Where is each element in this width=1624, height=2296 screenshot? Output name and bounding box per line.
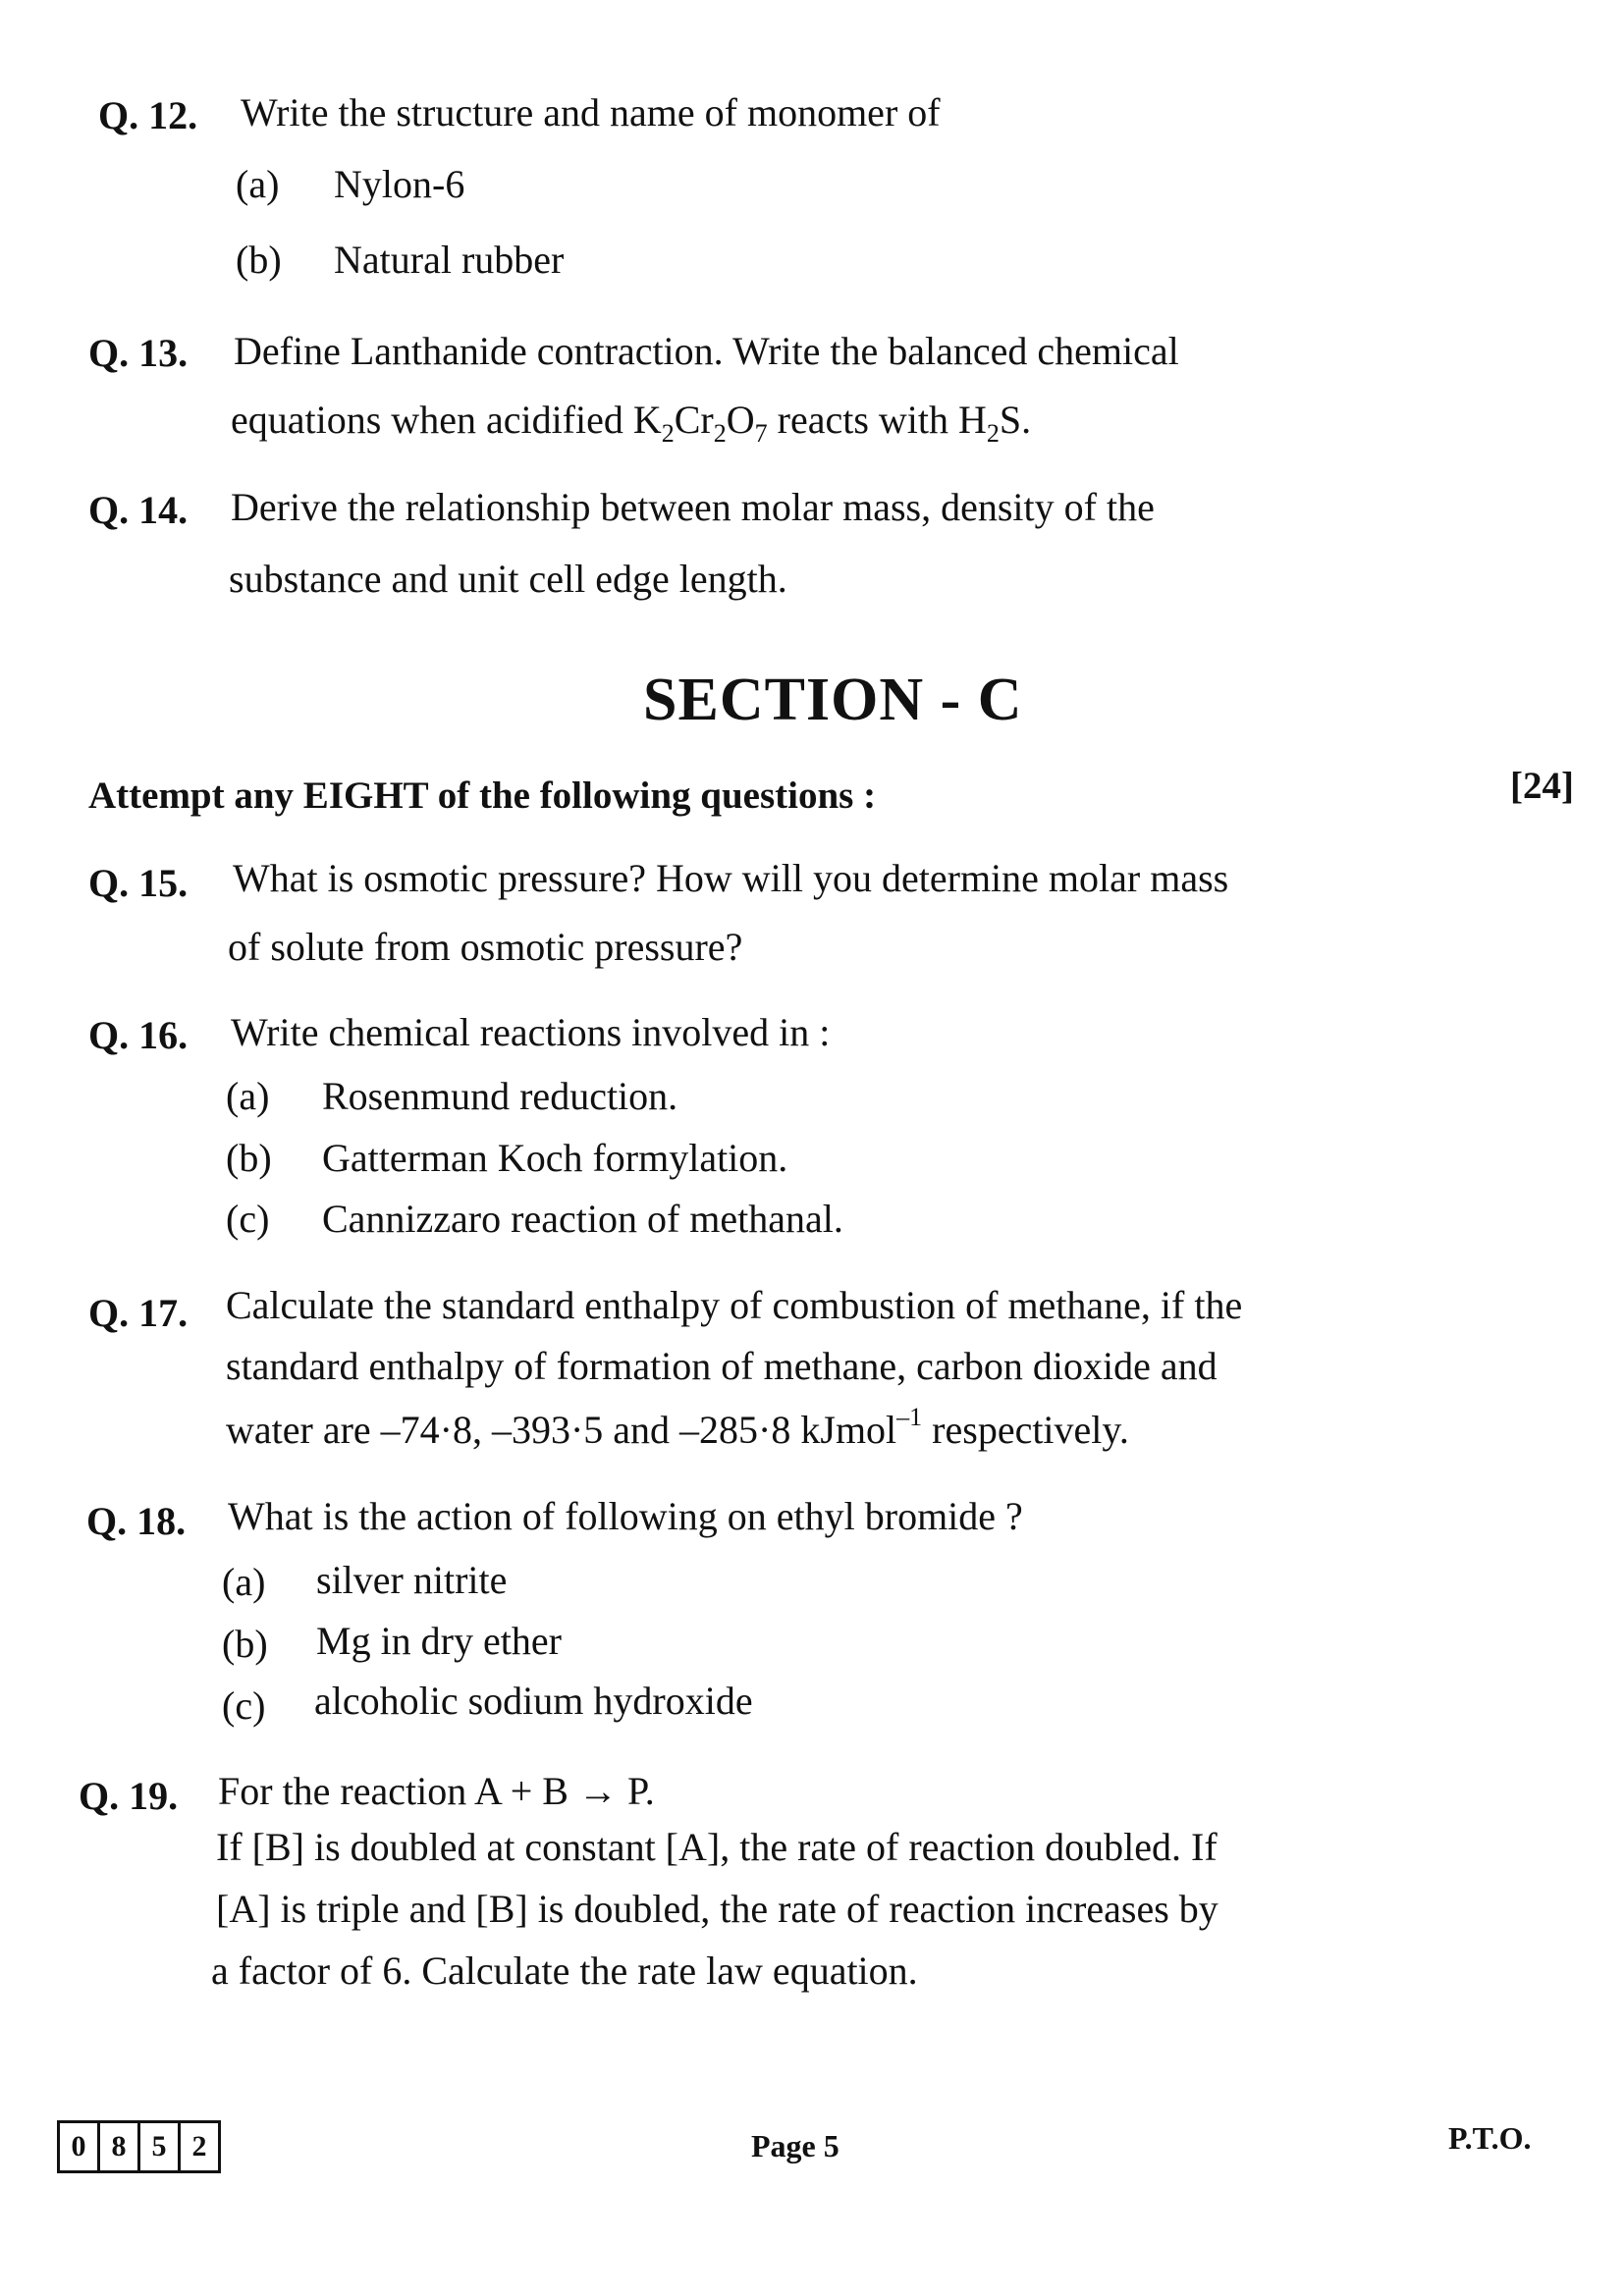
section-instruction: Attempt any EIGHT of the following questions : (88, 774, 877, 817)
paper-code-digit: 0 (60, 2123, 100, 2170)
question-text-line-1: For the reaction A + B → P. (218, 1769, 655, 1813)
question-number: Q. 19. (79, 1774, 179, 1818)
question-text-line-1: Define Lanthanide contraction. Write the balanced chemical (234, 329, 1179, 373)
question-number: Q. 18. (86, 1499, 187, 1543)
section-marks: [24] (1510, 765, 1574, 807)
part-label: (b) (222, 1622, 268, 1666)
question-number: Q. 16. (88, 1013, 189, 1057)
part-text: silver nitrite (316, 1558, 508, 1602)
part-text: Natural rubber (334, 238, 565, 282)
section-title: SECTION - C (643, 667, 1023, 733)
question-text-line-2: If [B] is doubled at constant [A], the rate of reaction doubled. If (216, 1825, 1218, 1869)
question-text: Write chemical reactions involved in : (231, 1010, 831, 1054)
question-text-line-1: Calculate the standard enthalpy of combustion of methane, if the (226, 1283, 1243, 1327)
part-text: Nylon-6 (334, 162, 465, 206)
part-label: (a) (222, 1560, 266, 1604)
part-label: (c) (226, 1197, 270, 1241)
question-text-line-2: of solute from osmotic pressure? (228, 925, 743, 969)
part-text: Gatterman Koch formylation. (322, 1136, 788, 1180)
paper-code-digit: 8 (100, 2123, 140, 2170)
paper-code-digit: 2 (191, 2130, 207, 2163)
part-label: (a) (236, 162, 280, 206)
question-text-line-1: What is osmotic pressure? How will you determine molar mass (233, 856, 1229, 900)
part-text: Cannizzaro reaction of methanal. (322, 1197, 843, 1241)
paper-code-box (57, 2120, 221, 2173)
paper-code-digit: 5 (140, 2123, 181, 2170)
part-label: (a) (226, 1074, 270, 1118)
part-text: alcoholic sodium hydroxide (314, 1679, 753, 1723)
part-text: Rosenmund reduction. (322, 1074, 678, 1118)
part-label: (b) (236, 238, 282, 282)
question-text: What is the action of following on ethyl bromide ? (228, 1494, 1023, 1538)
question-number: Q. 12. (98, 93, 198, 137)
part-label: (c) (222, 1683, 266, 1728)
question-text-line-1: Derive the relationship between molar mass, density of the (231, 485, 1155, 529)
question-text-line-2: equations when acidified $K_2Cr_2O_7$ reacts with $H_2S$. (231, 398, 1032, 449)
part-label: (b) (226, 1136, 272, 1180)
question-text-line-4: a factor of 6. Calculate the rate law equation. (211, 1949, 918, 1993)
question-number: Q. 17. (88, 1291, 189, 1335)
part-text: Mg in dry ether (316, 1619, 562, 1663)
question-text-line-2: standard enthalpy of formation of methane, carbon dioxide and (226, 1344, 1218, 1388)
question-number: Q. 13. (88, 331, 189, 375)
question-text-line-3: water are –74·8, –393·5 and –285·8 kJmol$^{-1}$ respectively. (226, 1402, 1129, 1452)
question-text-line-3: [A] is triple and [B] is doubled, the rate of reaction increases by (216, 1887, 1218, 1931)
pto-label: P.T.O. (1448, 2120, 1532, 2156)
page-number: Page 5 (751, 2128, 839, 2163)
question-text-line-2: substance and unit cell edge length. (229, 557, 787, 601)
question-number: Q. 15. (88, 861, 189, 905)
question-text: Write the structure and name of monomer of (241, 90, 941, 134)
question-number: Q. 14. (88, 488, 189, 532)
